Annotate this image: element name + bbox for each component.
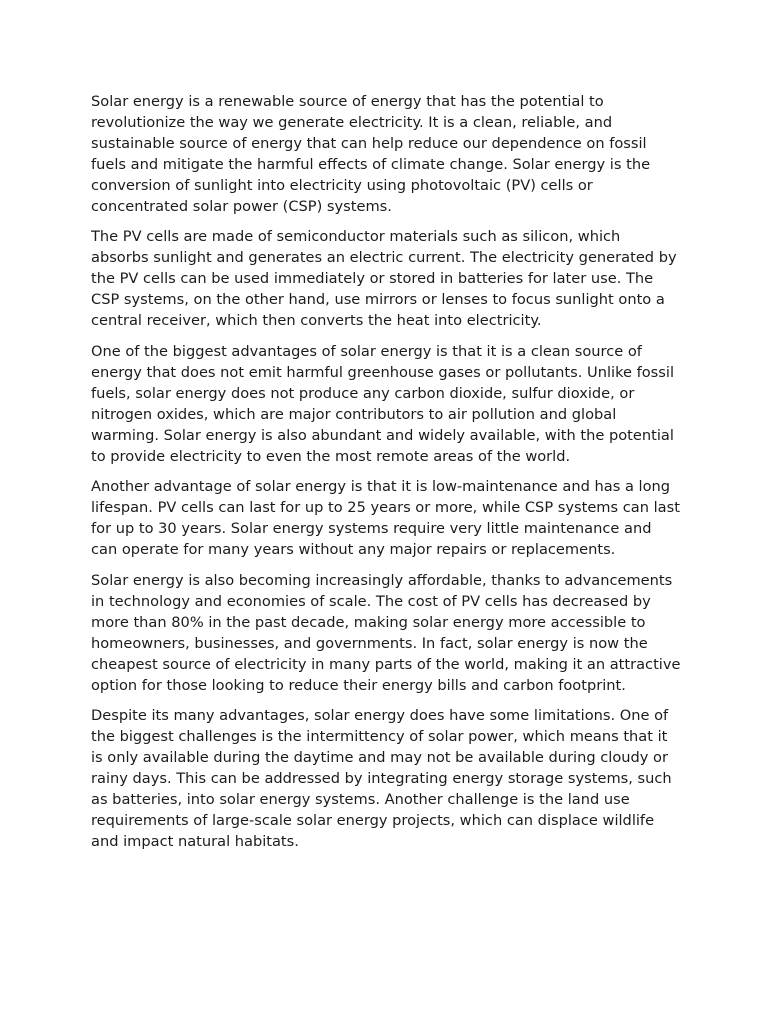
paragraph-2: The PV cells are made of semiconductor materials such as silicon, which absorbs sunlight and generates an electric current. The electricity generated by the PV cells can be used immediately or stored in batteries for later use. The CSP systems, on the other hand, use mirrors or lenses to focus sunlight onto a central receiver, which then converts the heat into electricity. — [91, 228, 677, 330]
paragraph-5: Solar energy is also becoming increasingly affordable, thanks to advancements in technology and economies of scale. The cost of PV cells has decreased by more than 80% in the past decade, making solar energy more accessible to homeowners, businesses, and governments. In fact, solar energy is now the cheapest source of electricity in many parts of the world, making it an attractive option for those looking to reduce their energy bills and carbon footprint. — [91, 572, 681, 694]
paragraph-1: Solar energy is a renewable source of energy that has the potential to revolutionize the way we generate electricity. It is a clean, reliable, and sustainable source of energy that can help reduce our dependence on fossil fuels and mitigate the harmful effects of climate change. Solar energy is the conversion of sunlight into electricity using photovoltaic (PV) cells or concentrated solar power (CSP) systems. — [91, 93, 651, 215]
paragraph-3: One of the biggest advantages of solar energy is that it is a clean source of energy that does not emit harmful greenhouse gases or pollutants. Unlike fossil fuels, solar energy does not produce any carbon dioxide, sulfur dioxide, or nitrogen oxides, which are major contributors to air pollution and global warming. Solar energy is also abundant and widely available, with the potential to provide electricity to even the most remote areas of the world. — [91, 342, 674, 465]
document-body — [91, 92, 681, 863]
paragraph-4: Another advantage of solar energy is that it is low-maintenance and has a long lifespan. PV cells can last for up to 25 years or more, while CSP systems can last for up to 30 years. Solar energy systems require very little maintenance and can operate for many years without any major repairs or replacements. — [91, 478, 680, 559]
paragraph-6: Despite its many advantages, solar energy does have some limitations. One of the biggest challenges is the intermittency of solar power, which means that it is only available during the daytime and may not be available during cloudy or rainy days. This can be addressed by integrating energy storage systems, such as batteries, into solar energy systems. Another challenge is the land use requirements of large-scale solar energy projects, which can displace wildlife and impact natural habitats. — [91, 707, 672, 850]
